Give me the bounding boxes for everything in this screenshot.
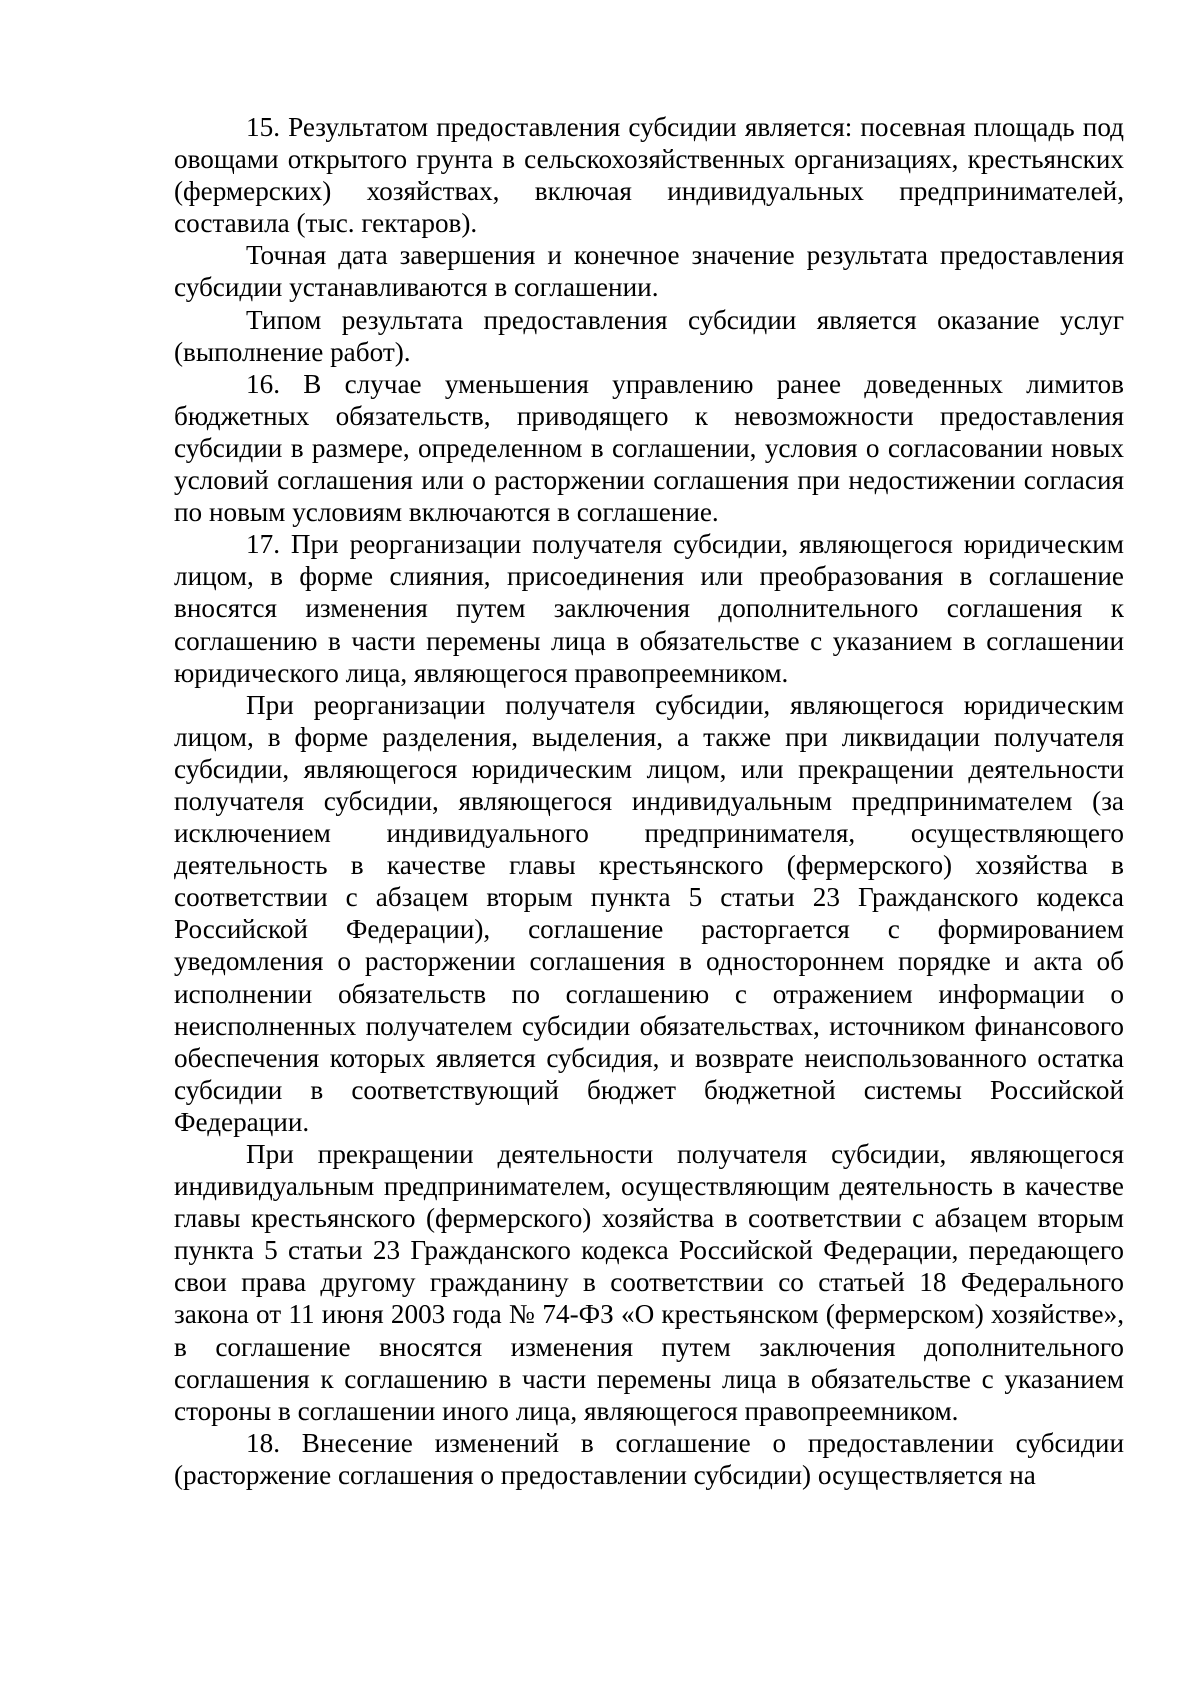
paragraph-16-limits: 16. В случае уменьшения управлению ранее доведенных лимитов бюджетных обязательств, приводящего к невозможности предоставления субсидии в размере, определенном в соглашении, условия о согласовании новых условий соглашения или о расторжении соглашения при недостижении согласия по новым условиям включаются в соглашение.	[174, 368, 1124, 528]
paragraph-18-amendments: 18. Внесение изменений в соглашение о предоставлении субсидии (расторжение соглашения о предоставлении субсидии) осуществляется на	[174, 1427, 1124, 1490]
paragraph-reorganization-division: При реорганизации получателя субсидии, являющегося юридическим лицом, в форме разделения, выделения, а также при ликвидации получателя субсидии, являющегося юридическим лицом, или прекращении деятельности получателя субсидии, являющегося индивидуальным предпринимателем (за исключением индивидуального предпринимателя, осуществляющего деятельность в качестве главы крестьянского (фермерского) хозяйства в соответствии с абзацем вторым пункта 5 статьи 23 Гражданского кодекса Российской Федерации), соглашение расторгается с формированием уведомления о расторжении соглашения в одностороннем порядке и акта об исполнении обязательств по соглашению с отражением информации о неисполненных получателем субсидии обязательствах, источником финансового обеспечения которых является субсидия, и возврате неиспользованного остатка субсидии в соответствующий бюджет бюджетной системы Российской Федерации.	[174, 689, 1124, 1137]
paragraph-15-result: 15. Результатом предоставления субсидии является: посевная площадь под овощами открытого грунта в сельскохозяйственных организациях, крестьянских (фермерских) хозяйствах, включая индивидуальных предпринимателей, составила (тыс. гектаров).	[174, 112, 1124, 239]
paragraph-termination-entrepreneur: При прекращении деятельности получателя субсидии, являющегося индивидуальным предпринимателем, осуществляющим деятельность в качестве главы крестьянского (фермерского) хозяйства в соответствии с абзацем вторым пункта 5 статьи 23 Гражданского кодекса Российской Федерации, передающего свои права другому гражданину в соответствии со статьей 18 Федерального закона от 11 июня 2003 года № 74-ФЗ «О крестьянском (фермерском) хозяйстве», в соглашение вносятся изменения путем заключения дополнительного соглашения к соглашению в части перемены лица в обязательстве с указанием стороны в соглашении иного лица, являющегося правопреемником.	[174, 1139, 1124, 1426]
paragraph-17-reorganization: 17. При реорганизации получателя субсидии, являющегося юридическим лицом, в форме слияния, присоединения или преобразования в соглашение вносятся изменения путем заключения дополнительного соглашения к соглашению в части перемены лица в обязательстве с указанием в соглашении юридического лица, являющегося правопреемником.	[174, 529, 1124, 688]
paragraph-result-type: Типом результата предоставления субсидии является оказание услуг (выполнение работ).	[174, 304, 1124, 367]
paragraph-result-date: Точная дата завершения и конечное значение результата предоставления субсидии устанавливаются в соглашении.	[174, 240, 1124, 303]
document-body	[174, 111, 1124, 1491]
